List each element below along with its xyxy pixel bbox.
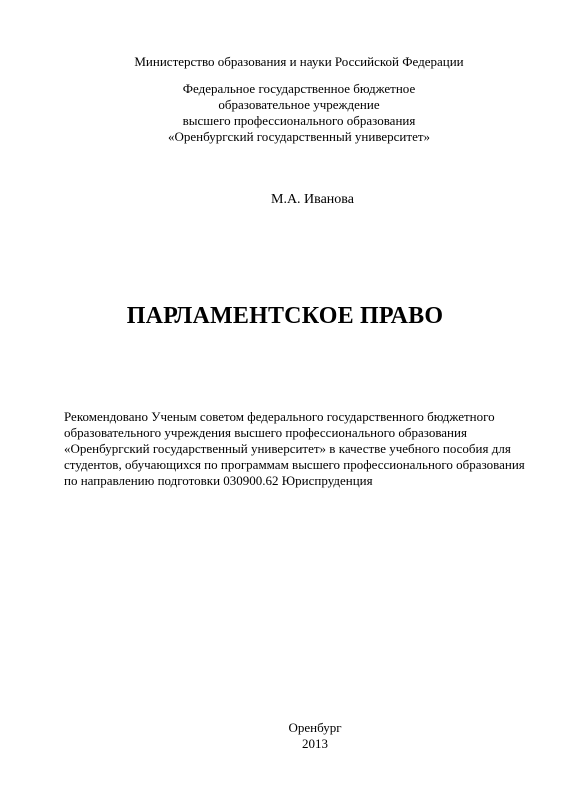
ministry-line: Министерство образования и науки Российской Федерации — [134, 54, 464, 69]
author-name: М.А. Иванова — [271, 192, 354, 207]
document-title: ПАРЛАМЕНТСКОЕ ПРАВО — [126, 303, 444, 329]
recommendation-line: студентов, обучающихся по программам высшего профессионального образования — [64, 457, 525, 472]
organization-line: образовательное учреждение — [218, 97, 380, 112]
recommendation-line: образовательного учреждения высшего профессионального образования — [64, 425, 467, 440]
publication-year: 2013 — [302, 736, 328, 751]
publication-city: Оренбург — [288, 720, 342, 735]
recommendation-line: «Оренбургский государственный университет» в качестве учебного пособия для — [64, 441, 511, 456]
organization-line: Федеральное государственное бюджетное — [182, 81, 416, 96]
recommendation-line: по направлению подготовки 030900.62 Юриспруденция — [64, 473, 373, 488]
organization-line: высшего профессионального образования — [182, 113, 416, 128]
recommendation-block — [64, 409, 525, 489]
recommendation-line: Рекомендовано Ученым советом федерального государственного бюджетного — [64, 409, 495, 424]
organization-block — [14, 81, 570, 145]
organization-line: «Оренбургский государственный университет» — [167, 129, 431, 144]
publication-footer — [284, 720, 346, 752]
